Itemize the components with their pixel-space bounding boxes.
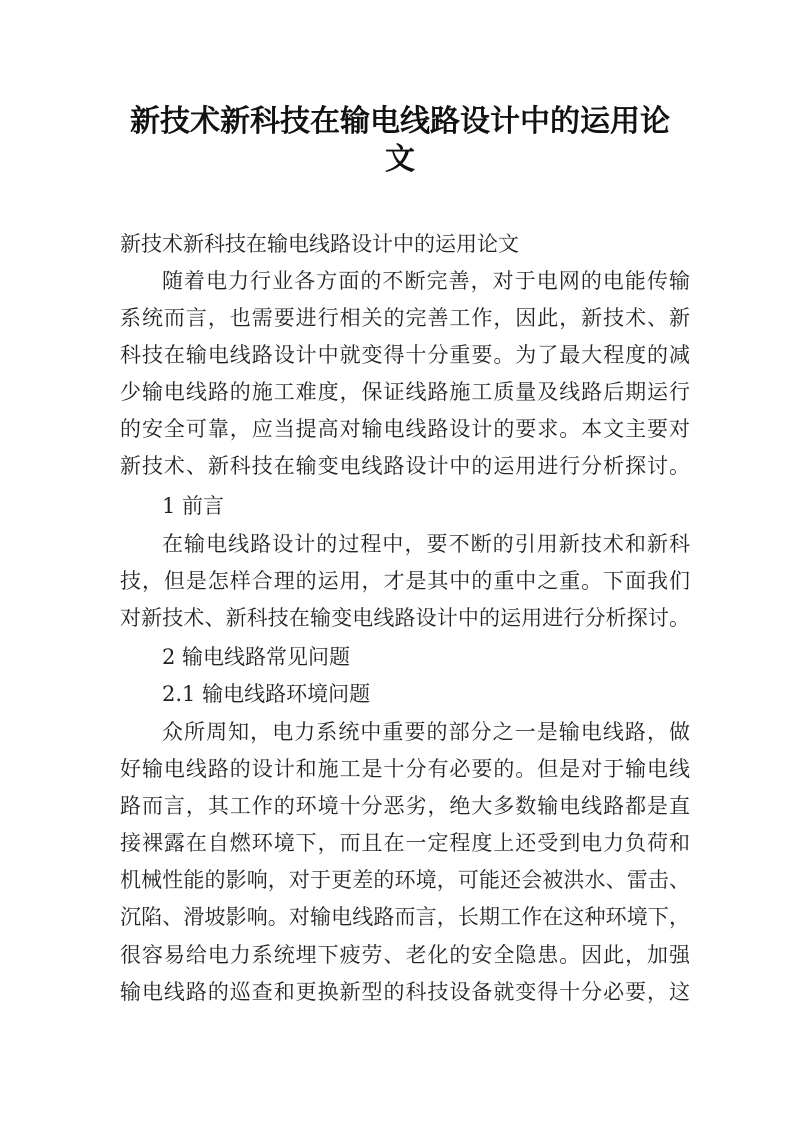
paragraph-line: 少输电线路的施工难度，保证线路施工质量及线路后期运行 <box>120 380 690 404</box>
subsection-heading: 2.1 输电线路环境问题 <box>162 682 371 706</box>
document-title-line-1: 新技术新科技在输电线路设计中的运用论 <box>130 104 670 139</box>
paragraph-line: 在输电线路设计的过程中，要不断的引用新技术和新科 <box>162 532 690 556</box>
paragraph-line: 机械性能的影响，对于更差的环境，可能还会被洪水、雷击、 <box>120 868 690 892</box>
paragraph-line: 众所周知，电力系统中重要的部分之一是输电线路，做 <box>162 720 690 744</box>
document-title-line-2: 文 <box>385 142 415 177</box>
paragraph-line: 好输电线路的设计和施工是十分有必要的。但是对于输电线 <box>120 757 690 781</box>
paragraph-line: 科技在输电线路设计中就变得十分重要。为了最大程度的减 <box>120 343 690 367</box>
paragraph-line: 随着电力行业各方面的不断完善，对于电网的电能传输 <box>162 269 690 293</box>
paragraph-line: 路而言，其工作的环境十分恶劣，绝大多数输电线路都是直 <box>120 794 690 818</box>
paragraph-line: 对新技术、新科技在输变电线路设计中的运用进行分析探讨。 <box>120 606 690 630</box>
paragraph-line: 技，但是怎样合理的运用，才是其中的重中之重。下面我们 <box>120 569 690 593</box>
section-heading: 1 前言 <box>162 494 225 518</box>
paragraph-line: 的安全可靠，应当提高对输电线路设计的要求。本文主要对 <box>120 417 690 441</box>
paragraph-line: 很容易给电力系统埋下疲劳、老化的安全隐患。因此，加强 <box>120 943 690 967</box>
paragraph-line: 接裸露在自燃环境下，而且在一定程度上还受到电力负荷和 <box>120 831 690 855</box>
paragraph-line: 新技术、新科技在输变电线路设计中的运用进行分析探讨。 <box>120 454 690 478</box>
paragraph-line: 沉陷、滑坡影响。对输电线路而言，长期工作在这种环境下， <box>120 905 690 929</box>
paragraph-line: 输电线路的巡查和更换新型的科技设备就变得十分必要，这 <box>120 980 690 1004</box>
paragraph-line: 系统而言，也需要进行相关的完善工作，因此，新技术、新 <box>120 306 690 330</box>
section-heading: 2 输电线路常见问题 <box>162 645 351 669</box>
subtitle-line: 新技术新科技在输电线路设计中的运用论文 <box>120 232 519 256</box>
